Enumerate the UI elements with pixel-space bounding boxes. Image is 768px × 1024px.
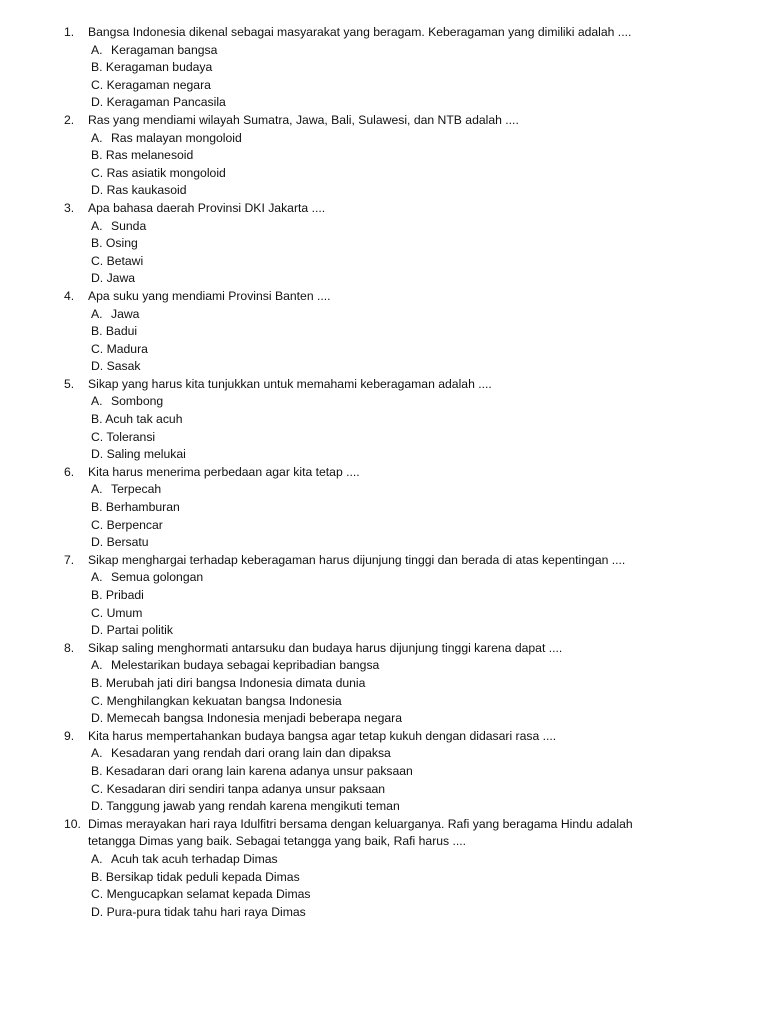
option-letter: A.: [91, 306, 103, 321]
option-text: Pura-pura tidak tahu hari raya Dimas: [106, 904, 306, 919]
answer-option: [91, 481, 768, 499]
option-letter: A.: [91, 218, 103, 233]
question-item: [0, 112, 768, 200]
question-number: 6.: [64, 464, 75, 479]
answer-options: [0, 42, 768, 112]
option-text: Merubah jati diri bangsa Indonesia dimata dunia: [105, 675, 366, 690]
answer-option: [91, 165, 768, 183]
question-text: Kita harus mempertahankan budaya bangsa agar tetap kukuh dengan didasari rasa ....: [88, 728, 557, 743]
answer-option: [91, 446, 768, 464]
option-text: Ras kaukasoid: [106, 183, 187, 198]
option-letter: A.: [91, 130, 103, 145]
answer-option: [91, 657, 768, 675]
option-text: Sombong: [111, 394, 164, 409]
question-number: 7.: [64, 552, 75, 567]
answer-options: [0, 745, 768, 815]
option-letter: A.: [91, 570, 103, 585]
option-letter: A.: [91, 394, 103, 409]
option-text: Ras malayan mongoloid: [111, 130, 242, 145]
option-text: Terpecah: [111, 482, 162, 497]
option-letter: A.: [91, 746, 103, 761]
option-text: Kesadaran yang rendah dari orang lain dan dipaksa: [111, 746, 391, 761]
option-letter: B.: [91, 869, 103, 884]
option-letter: B.: [91, 763, 103, 778]
question-number: 4.: [64, 288, 75, 303]
answer-options: [0, 306, 768, 376]
option-text: Semua golongan: [111, 570, 204, 585]
option-text: Jawa: [111, 306, 140, 321]
option-text: Betawi: [106, 253, 144, 268]
answer-option: [91, 253, 768, 271]
answer-option: [91, 323, 768, 341]
option-letter: C.: [91, 165, 104, 180]
option-text: Badui: [105, 324, 138, 339]
option-text: Saling melukai: [106, 447, 186, 462]
option-text: Keragaman budaya: [105, 60, 213, 75]
question-item: [0, 552, 768, 640]
answer-option: [91, 411, 768, 429]
option-text: Osing: [105, 236, 138, 251]
option-letter: C.: [91, 341, 104, 356]
question-text: Dimas merayakan hari raya Idulfitri bersama dengan keluarganya. Rafi yang beragama Hindu adalah tetangga Dimas yang baik. Sebagai tetangga yang baik, Rafi harus ....: [88, 816, 633, 849]
option-text: Sasak: [106, 359, 141, 374]
option-letter: B.: [91, 148, 103, 163]
option-letter: A.: [91, 42, 103, 57]
answer-option: [91, 534, 768, 552]
answer-option: [91, 218, 768, 236]
option-letter: C.: [91, 781, 104, 796]
question-number: 5.: [64, 376, 75, 391]
answer-option: [91, 182, 768, 200]
option-letter: C.: [91, 429, 104, 444]
question-text: Bangsa Indonesia dikenal sebagai masyarakat yang beragam. Keberagaman yang dimiliki adalah ....: [88, 25, 632, 39]
option-text: Toleransi: [106, 429, 156, 444]
answer-options: [0, 569, 768, 639]
answer-option: [91, 587, 768, 605]
answer-option: [91, 886, 768, 904]
question-item: [0, 728, 768, 816]
option-letter: A.: [91, 482, 103, 497]
option-text: Madura: [106, 341, 148, 356]
question-item: [0, 288, 768, 376]
answer-option: [91, 393, 768, 411]
option-letter: D.: [91, 535, 104, 550]
answer-option: [91, 904, 768, 922]
option-letter: D.: [91, 623, 104, 638]
option-letter: D.: [91, 271, 104, 286]
answer-option: [91, 235, 768, 253]
answer-option: [91, 94, 768, 112]
answer-option: [91, 569, 768, 587]
option-letter: C.: [91, 693, 104, 708]
answer-option: [91, 675, 768, 693]
answer-option: [91, 130, 768, 148]
question-number: 9.: [64, 728, 75, 743]
question-text: Sikap yang harus kita tunjukkan untuk memahami keberagaman adalah ....: [88, 376, 492, 391]
question-number: 3.: [64, 200, 75, 215]
option-text: Partai politik: [106, 623, 173, 638]
option-letter: C.: [91, 517, 104, 532]
option-letter: B.: [91, 412, 103, 427]
option-text: Keragaman bangsa: [111, 42, 218, 57]
option-letter: C.: [91, 77, 104, 92]
option-text: Ras melanesoid: [105, 148, 194, 163]
answer-option: [91, 147, 768, 165]
option-text: Acuh tak acuh: [105, 412, 183, 427]
question-text: Kita harus menerima perbedaan agar kita tetap ....: [88, 464, 360, 479]
answer-options: [0, 393, 768, 463]
answer-option: [91, 499, 768, 517]
answer-options: [0, 481, 768, 551]
option-text: Kesadaran dari orang lain karena adanya unsur paksaan: [105, 763, 413, 778]
option-letter: B.: [91, 60, 103, 75]
question-text: Sikap saling menghormati antarsuku dan budaya harus dijunjung tinggi karena dapat ....: [88, 640, 563, 655]
question-text: Sikap menghargai terhadap keberagaman harus dijunjung tinggi dan berada di atas kepentingan ....: [88, 552, 626, 567]
option-text: Menghilangkan kekuatan bangsa Indonesia: [106, 693, 342, 708]
option-text: Keragaman Pancasila: [106, 95, 226, 110]
question-text: Ras yang mendiami wilayah Sumatra, Jawa, Bali, Sulawesi, dan NTB adalah ....: [88, 112, 519, 127]
answer-options: [0, 657, 768, 727]
option-text: Keragaman negara: [106, 77, 211, 92]
answer-option: [91, 306, 768, 324]
option-text: Ras asiatik mongoloid: [106, 165, 226, 180]
option-letter: B.: [91, 324, 103, 339]
option-text: Bersatu: [106, 535, 149, 550]
answer-option: [91, 869, 768, 887]
answer-option: [91, 429, 768, 447]
option-text: Kesadaran diri sendiri tanpa adanya unsur paksaan: [106, 781, 386, 796]
question-item: [0, 200, 768, 288]
option-letter: B.: [91, 236, 103, 251]
answer-option: [91, 622, 768, 640]
question-item: [0, 376, 768, 464]
question-item: [0, 24, 768, 112]
option-letter: D.: [91, 904, 104, 919]
answer-option: [91, 745, 768, 763]
option-letter: B.: [91, 500, 103, 515]
question-number: 2.: [64, 112, 75, 127]
answer-option: [91, 517, 768, 535]
answer-option: [91, 77, 768, 95]
question-number: 1.: [64, 25, 75, 39]
option-text: Sunda: [111, 218, 147, 233]
option-letter: B.: [91, 588, 103, 602]
answer-options: [0, 218, 768, 288]
option-text: Melestarikan budaya sebagai kepribadian bangsa: [111, 658, 380, 673]
option-text: Berpencar: [106, 517, 163, 532]
answer-option: [91, 710, 768, 728]
option-letter: C.: [91, 605, 104, 620]
option-letter: D.: [91, 447, 104, 462]
answer-option: [91, 42, 768, 60]
answer-options: [0, 130, 768, 200]
question-number: 8.: [64, 640, 75, 655]
option-text: Tanggung jawab yang rendah karena mengikuti teman: [106, 799, 400, 814]
option-text: Bersikap tidak peduli kepada Dimas: [105, 869, 300, 884]
answer-option: [91, 763, 768, 781]
option-letter: A.: [91, 851, 103, 866]
option-text: Umum: [106, 605, 143, 620]
answer-option: [91, 781, 768, 799]
option-text: Memecah bangsa Indonesia menjadi beberapa negara: [106, 711, 402, 726]
answer-option: [91, 341, 768, 359]
answer-option: [91, 59, 768, 77]
option-text: Acuh tak acuh terhadap Dimas: [111, 851, 278, 866]
option-letter: D.: [91, 359, 104, 374]
question-item: [0, 640, 768, 728]
option-letter: D.: [91, 183, 104, 198]
answer-option: [91, 851, 768, 869]
answer-option: [91, 270, 768, 288]
option-letter: C.: [91, 887, 104, 902]
answer-option: [91, 693, 768, 711]
question-text: Apa bahasa daerah Provinsi DKI Jakarta ....: [88, 200, 326, 215]
option-letter: D.: [91, 799, 104, 814]
answer-options: [0, 851, 768, 921]
answer-option: [91, 798, 768, 816]
option-text: Jawa: [106, 271, 136, 286]
option-letter: A.: [91, 658, 103, 673]
option-text: Mengucapkan selamat kepada Dimas: [106, 887, 311, 902]
answer-option: [91, 605, 768, 623]
option-letter: B.: [91, 675, 103, 690]
question-item: [0, 816, 768, 922]
question-list: [0, 24, 768, 921]
question-number: 10.: [64, 816, 81, 831]
question-item: [0, 464, 768, 552]
answer-option: [91, 358, 768, 376]
option-letter: C.: [91, 253, 104, 268]
option-text: Berhamburan: [105, 500, 180, 515]
option-text: Pribadi: [105, 588, 144, 602]
question-text: Apa suku yang mendiami Provinsi Banten ....: [88, 288, 331, 303]
option-letter: D.: [91, 95, 104, 110]
option-letter: D.: [91, 711, 104, 726]
